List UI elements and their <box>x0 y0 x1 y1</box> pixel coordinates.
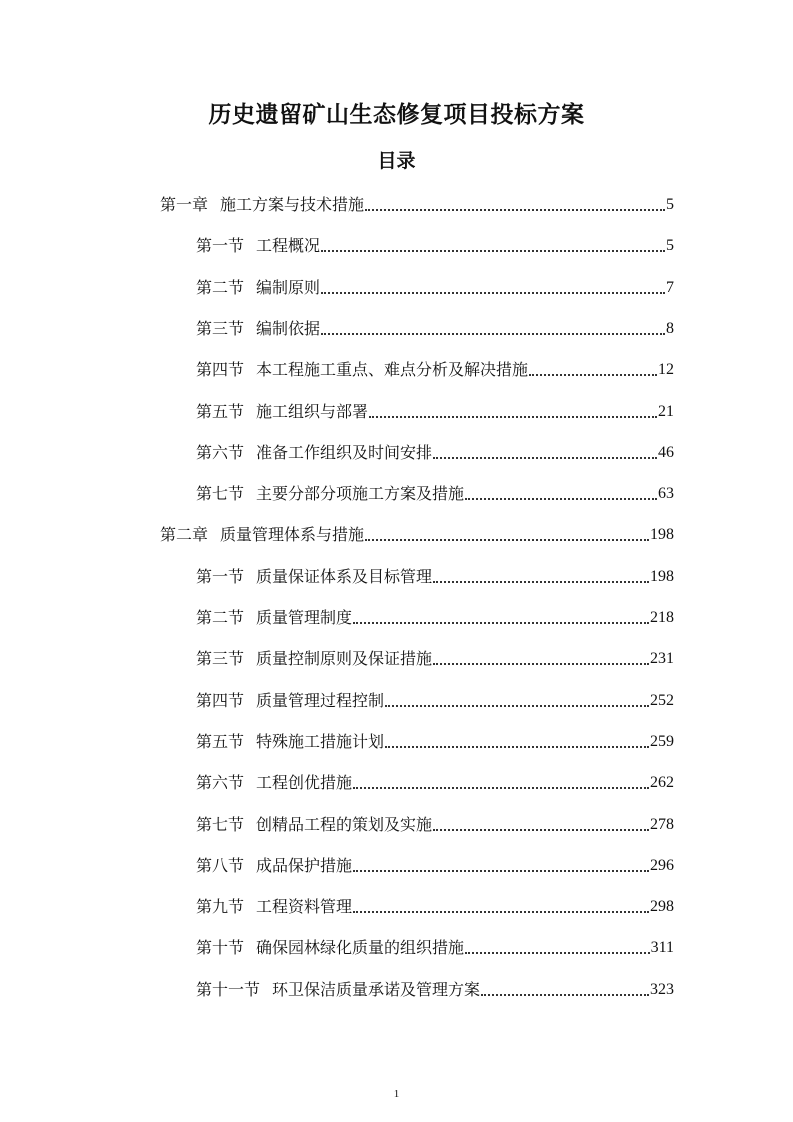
toc-entry-number: 第六节 <box>196 773 245 793</box>
toc-section-entry[interactable] <box>196 436 674 464</box>
toc-entry-number: 第七节 <box>196 484 245 504</box>
toc-entry-number: 第二节 <box>196 277 245 297</box>
toc-entry-title: 工程资料管理 <box>256 897 353 917</box>
toc-section-entry[interactable] <box>196 766 674 794</box>
toc-entry-title: 质量控制原则及保证措施 <box>256 649 433 669</box>
toc-dot-leader <box>433 828 649 831</box>
toc-entry-number: 第二节 <box>196 608 245 627</box>
toc-dot-leader <box>529 373 657 376</box>
toc-dot-leader <box>321 291 665 294</box>
toc-entry-title: 编制依据 <box>256 318 321 338</box>
toc-dot-leader <box>433 580 649 583</box>
toc-entry-number: 第九节 <box>196 897 245 917</box>
toc-entry-title: 确保园林绿化质量的组织措施 <box>256 938 465 958</box>
toc-entry-page: 296 <box>650 856 674 874</box>
toc-heading: 目录 <box>377 150 416 172</box>
toc-chapter-entry[interactable] <box>160 188 674 216</box>
toc-entry-number: 第一节 <box>196 566 245 586</box>
toc-entry-page: 7 <box>666 278 674 296</box>
document-title: 历史遗留矿山生态修复项目投标方案 <box>208 102 585 128</box>
toc-entry-number: 第七节 <box>196 814 245 834</box>
toc-entry-page: 198 <box>650 567 674 585</box>
toc-entry-title: 质量管理过程控制 <box>256 690 385 710</box>
toc-entry-page: 323 <box>650 980 674 998</box>
toc-entry-title: 质量管理制度 <box>256 608 353 627</box>
toc-entry-page: 278 <box>650 815 674 833</box>
toc-entry-number: 第五节 <box>196 731 245 751</box>
toc-entry-number: 第一章 <box>160 195 209 214</box>
toc-entry-title: 成品保护措施 <box>256 855 353 875</box>
toc-chapter-entry[interactable] <box>160 518 674 546</box>
toc-section-entry[interactable] <box>196 601 674 629</box>
toc-entry-title: 环卫保洁质量承诺及管理方案 <box>272 979 481 999</box>
toc-dot-leader <box>385 745 649 748</box>
toc-section-entry[interactable] <box>196 642 674 670</box>
toc-entry-number: 第十一节 <box>196 979 261 999</box>
toc-entry-number: 第四节 <box>196 690 245 710</box>
toc-section-entry[interactable] <box>196 312 674 340</box>
toc-section-entry[interactable] <box>196 271 674 299</box>
toc-dot-leader <box>481 993 649 996</box>
toc-entry-number: 第三节 <box>196 318 245 338</box>
toc-dot-leader <box>369 415 657 418</box>
toc-entry-page: 5 <box>666 237 674 255</box>
toc-section-entry[interactable] <box>196 849 674 877</box>
toc-entry-page: 218 <box>650 609 674 626</box>
toc-entry-number: 第二章 <box>160 525 209 545</box>
toc-entry-page: 46 <box>658 443 674 461</box>
toc-dot-leader <box>321 249 665 252</box>
toc-entry-title: 创精品工程的策划及实施 <box>256 814 433 834</box>
toc-dot-leader <box>353 869 649 872</box>
toc-dot-leader <box>465 497 657 500</box>
toc-entry-title: 质量管理体系与措施 <box>220 525 365 545</box>
toc-entry-page: 5 <box>666 196 674 213</box>
toc-section-entry[interactable] <box>196 973 674 1001</box>
toc-entry-title: 特殊施工措施计划 <box>256 731 385 751</box>
toc-dot-leader <box>433 662 649 665</box>
toc-dot-leader <box>365 538 649 541</box>
toc-section-entry[interactable] <box>196 808 674 836</box>
toc-section-entry[interactable] <box>196 353 674 381</box>
toc-dot-leader <box>353 621 649 624</box>
toc-section-entry[interactable] <box>196 560 674 588</box>
toc-entry-number: 第八节 <box>196 855 245 875</box>
toc-entry-page: 198 <box>650 526 674 544</box>
toc-entry-number: 第五节 <box>196 401 245 421</box>
toc-dot-leader <box>465 951 650 954</box>
toc-entry-title: 质量保证体系及目标管理 <box>256 566 433 586</box>
toc-entry-title: 准备工作组织及时间安排 <box>256 442 433 462</box>
toc-dot-leader <box>353 910 649 913</box>
toc-entry-title: 工程创优措施 <box>256 773 353 793</box>
toc-entry-title: 施工方案与技术措施 <box>220 195 365 214</box>
toc-section-entry[interactable] <box>196 931 674 959</box>
toc-entry-number: 第六节 <box>196 442 245 462</box>
toc-section-entry[interactable] <box>196 890 674 918</box>
toc-dot-leader <box>433 456 657 459</box>
page-number: 1 <box>393 1088 400 1100</box>
toc-entry-page: 298 <box>650 898 674 916</box>
toc-dot-leader <box>365 208 665 211</box>
toc-entry-page: 21 <box>658 402 674 420</box>
toc-entry-number: 第三节 <box>196 649 245 669</box>
toc-entry-page: 252 <box>650 691 674 709</box>
toc-entry-title: 编制原则 <box>256 277 321 297</box>
toc-dot-leader <box>385 704 649 707</box>
toc-entry-title: 施工组织与部署 <box>256 401 369 421</box>
toc-dot-leader <box>321 332 665 335</box>
toc-entry-page: 12 <box>658 361 674 379</box>
toc-entry-page: 63 <box>658 485 674 503</box>
toc-entry-title: 工程概况 <box>256 236 321 256</box>
toc-section-entry[interactable] <box>196 684 674 712</box>
toc-section-entry[interactable] <box>196 477 674 505</box>
toc-entry-page: 311 <box>650 939 674 957</box>
toc-entry-title: 本工程施工重点、难点分析及解决措施 <box>256 360 529 380</box>
toc-entry-number: 第十节 <box>196 938 245 958</box>
toc-section-entry[interactable] <box>196 725 674 753</box>
toc-entry-page: 8 <box>666 319 674 337</box>
toc-section-entry[interactable] <box>196 229 674 257</box>
toc-dot-leader <box>353 786 649 789</box>
toc-entry-page: 231 <box>650 650 674 668</box>
toc-entry-page: 262 <box>650 774 674 792</box>
toc-entry-number: 第一节 <box>196 236 245 256</box>
toc-section-entry[interactable] <box>196 395 674 423</box>
toc-entry-number: 第四节 <box>196 360 245 380</box>
toc-entry-title: 主要分部分项施工方案及措施 <box>256 484 465 504</box>
toc-entry-page: 259 <box>650 732 674 750</box>
